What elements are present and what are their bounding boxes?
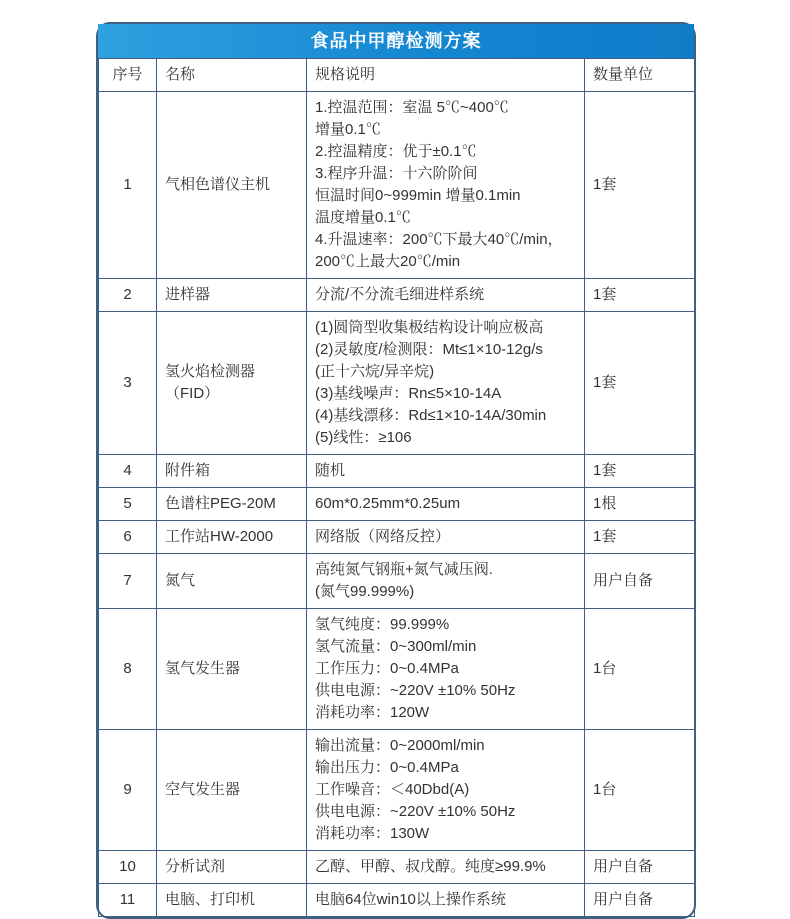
item-spec-cell: [307, 488, 585, 521]
item-spec-cell: [307, 851, 585, 884]
row-index-cell: 6: [99, 521, 157, 554]
table-row: [99, 730, 695, 851]
table-row: [99, 488, 695, 521]
row-index-cell: 2: [99, 279, 157, 312]
table-row: [99, 609, 695, 730]
item-name-cell: 气相色谱仪主机: [157, 92, 307, 279]
column-header-name: 名称: [157, 59, 307, 92]
spec-line: (3)基线噪声：Rn≤5×10-14A: [315, 385, 502, 402]
item-spec-cell: [307, 730, 585, 851]
spec-line: 乙醇、甲醇、叔戊醇。纯度≥99.9%: [315, 858, 546, 875]
item-spec-cell: [307, 312, 585, 455]
spec-line: 输出压力：0~0.4MPa: [315, 759, 459, 776]
item-qty-cell: 1套: [585, 455, 695, 488]
spec-table: [98, 58, 695, 917]
item-name-cell: 进样器: [157, 279, 307, 312]
spec-line: 氢气纯度：99.999%: [315, 616, 450, 633]
item-qty-cell: 1套: [585, 92, 695, 279]
table-row: [99, 521, 695, 554]
column-header-qty: 数量单位: [585, 59, 695, 92]
spec-line: 增量0.1℃: [315, 121, 381, 138]
spec-line: 氢气流量：0~300ml/min: [315, 638, 477, 655]
item-name-cell: 氢气发生器: [157, 609, 307, 730]
spec-line: 工作压力：0~0.4MPa: [315, 660, 459, 677]
spec-line: (5)线性：≥106: [315, 429, 412, 446]
spec-line: (1)圆筒型收集极结构设计响应极高: [315, 319, 544, 336]
table-row: [99, 455, 695, 488]
row-index-cell: 4: [99, 455, 157, 488]
table-row: [99, 554, 695, 609]
row-index-cell: 3: [99, 312, 157, 455]
item-name-cell: 氢火焰检测器（FID）: [157, 312, 307, 455]
row-index-cell: 1: [99, 92, 157, 279]
table-row: [99, 312, 695, 455]
spec-line: 1.控温范围：室温 5℃~400℃: [315, 99, 509, 116]
spec-line: 4.升温速率：200℃下最大40℃/min，: [315, 231, 563, 248]
item-spec-cell: [307, 92, 585, 279]
item-qty-cell: 用户自备: [585, 554, 695, 609]
spec-line: 高纯氮气钢瓶+氮气减压阀.: [315, 561, 493, 578]
item-name-cell: 电脑、打印机: [157, 884, 307, 917]
column-header-index: 序号: [99, 59, 157, 92]
row-index-cell: 11: [99, 884, 157, 917]
spec-line: 3.程序升温：十六阶阶间: [315, 165, 478, 182]
spec-line: 200℃上最大20℃/min: [315, 253, 461, 270]
spec-line: (正十六烷/异辛烷): [315, 363, 435, 380]
item-qty-cell: 1台: [585, 609, 695, 730]
spec-line: 网络版（网络反控）: [315, 528, 451, 545]
spec-line: 恒温时间0~999min 增量0.1min: [315, 187, 521, 204]
row-index-cell: 10: [99, 851, 157, 884]
item-spec-cell: [307, 554, 585, 609]
item-qty-cell: 1套: [585, 279, 695, 312]
spec-line: (2)灵敏度/检测限：Mt≤1×10-12g/s: [315, 341, 543, 358]
column-header-spec: 规格说明: [307, 59, 585, 92]
item-spec-cell: [307, 609, 585, 730]
spec-line: 电脑64位win10以上操作系统: [315, 891, 506, 908]
table-row: [99, 92, 695, 279]
spec-line: 输出流量：0~2000ml/min: [315, 737, 485, 754]
row-index-cell: 8: [99, 609, 157, 730]
item-name-cell: 附件箱: [157, 455, 307, 488]
detection-scheme-table-card: [96, 22, 696, 919]
row-index-cell: 9: [99, 730, 157, 851]
spec-line: 分流/不分流毛细进样系统: [315, 286, 485, 303]
spec-line: (氮气99.999%): [315, 583, 415, 600]
item-qty-cell: 用户自备: [585, 884, 695, 917]
spec-line: 消耗功率：130W: [315, 825, 430, 842]
item-qty-cell: 1根: [585, 488, 695, 521]
item-qty-cell: 1台: [585, 730, 695, 851]
spec-line: 随机: [315, 462, 346, 479]
row-index-cell: 7: [99, 554, 157, 609]
item-name-cell: 空气发生器: [157, 730, 307, 851]
row-index-cell: 5: [99, 488, 157, 521]
spec-line: 供电电源：~220V ±10% 50Hz: [315, 682, 516, 699]
spec-line: 温度增量0.1℃: [315, 209, 411, 226]
item-qty-cell: 用户自备: [585, 851, 695, 884]
table-body: [99, 92, 695, 917]
spec-line: (4)基线漂移：Rd≤1×10-14A/30min: [315, 407, 547, 424]
item-qty-cell: 1套: [585, 312, 695, 455]
item-spec-cell: [307, 521, 585, 554]
item-name-cell: 工作站HW-2000: [157, 521, 307, 554]
spec-line: 2.控温精度：优于±0.1℃: [315, 143, 477, 160]
item-spec-cell: [307, 884, 585, 917]
spec-line: 工作噪音：＜40Dbd(A): [315, 781, 470, 798]
table-title: 食品中甲醇检测方案: [98, 24, 694, 58]
spec-line: 消耗功率：120W: [315, 704, 430, 721]
item-spec-cell: [307, 455, 585, 488]
table-row: [99, 884, 695, 917]
header-row: [99, 59, 695, 92]
item-name-cell: 分析试剂: [157, 851, 307, 884]
spec-line: 供电电源：~220V ±10% 50Hz: [315, 803, 516, 820]
table-row: [99, 279, 695, 312]
item-spec-cell: [307, 279, 585, 312]
item-name-cell: 色谱柱PEG-20M: [157, 488, 307, 521]
spec-line: 60m*0.25mm*0.25um: [315, 495, 461, 512]
table-row: [99, 851, 695, 884]
item-name-cell: 氮气: [157, 554, 307, 609]
item-qty-cell: 1套: [585, 521, 695, 554]
